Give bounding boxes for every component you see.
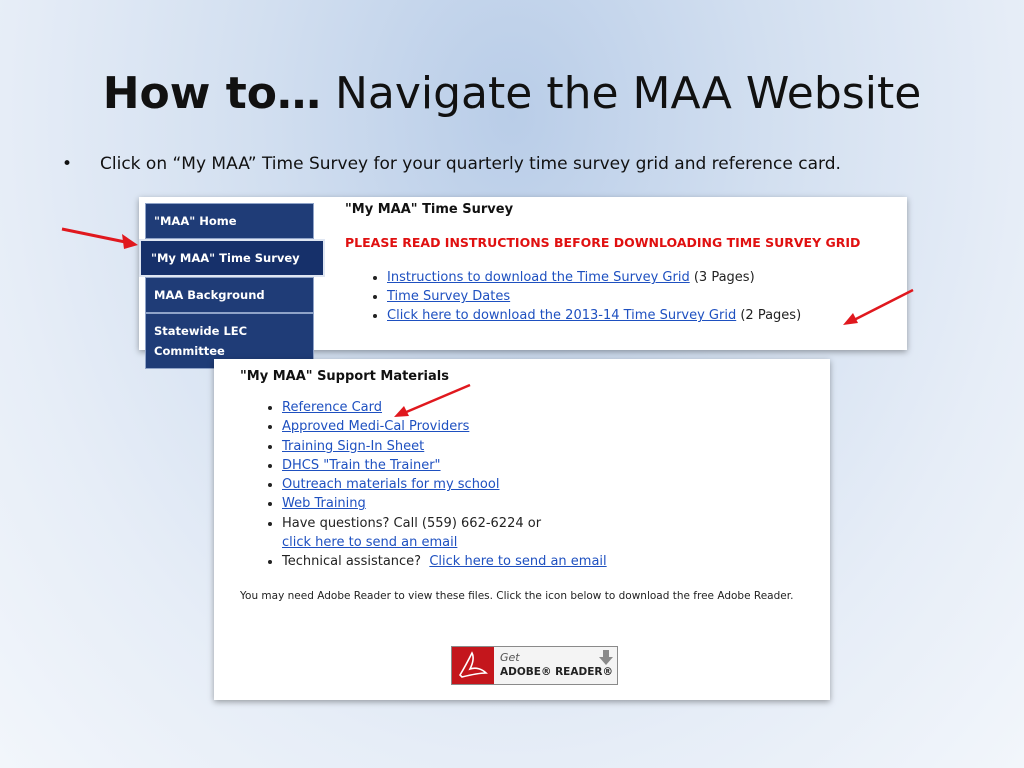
training-sign-in-link[interactable]: Training Sign-In Sheet (282, 438, 425, 454)
web-training-link[interactable]: Web Training (282, 496, 366, 512)
adobe-note: You may need Adobe Reader to view these files. Click the icon below to download the free Adobe Reader. (240, 589, 794, 602)
list-item (282, 475, 830, 494)
list-item (282, 456, 830, 475)
reference-card-link[interactable]: Reference Card (282, 400, 383, 415)
slide-title-bold: How to… (102, 68, 321, 119)
adobe-reader-label: ADOBE® READER® (500, 666, 613, 678)
tech-email-link[interactable]: Click here to send an email (429, 554, 607, 570)
support-links (240, 398, 830, 572)
list-item (282, 417, 830, 436)
link-suffix: (3 Pages) (689, 270, 755, 285)
train-the-trainer-link[interactable]: DHCS "Train the Trainer" (282, 457, 441, 473)
survey-dates-link[interactable]: Time Survey Dates (387, 289, 511, 304)
download-grid-link[interactable]: Click here to download the 2013-14 Time Survey Grid (387, 308, 737, 323)
slide-title-rest: Navigate the MAA Website (320, 68, 922, 119)
nav-item-label-line1: Statewide LEC (154, 324, 248, 338)
adobe-get-label: Get (500, 651, 520, 664)
adobe-pdf-icon (452, 647, 494, 684)
red-arrow-icon (58, 222, 142, 252)
instructions-link[interactable]: Instructions to download the Time Survey Grid (387, 270, 690, 285)
bullet-dot: • (62, 154, 73, 174)
time-survey-title: "My MAA" Time Survey (345, 202, 514, 217)
red-arrow-icon (390, 382, 474, 422)
red-arrow-icon (838, 287, 918, 329)
time-survey-links (345, 268, 905, 325)
list-item (387, 287, 905, 306)
slide-title (0, 68, 1024, 119)
slide-bullet (62, 154, 841, 174)
warning-text: PLEASE READ INSTRUCTIONS BEFORE DOWNLOADING TIME SURVEY GRID (345, 235, 861, 250)
medi-cal-providers-link[interactable]: Approved Medi-Cal Providers (282, 419, 470, 435)
time-survey-content (345, 202, 905, 325)
outreach-materials-link[interactable]: Outreach materials for my school (282, 477, 500, 493)
nav-item-label-line2: Committee (154, 344, 225, 358)
support-materials-panel (214, 359, 830, 700)
nav-item-maa-home[interactable]: "MAA" Home (145, 203, 314, 239)
list-item (282, 552, 830, 571)
sidebar-nav (145, 203, 314, 369)
questions-email-link[interactable]: click here to send an email (282, 535, 458, 551)
list-item (282, 398, 830, 417)
support-content (240, 369, 830, 603)
questions-text: Have questions? Call (559) 662-6224 or (282, 515, 542, 531)
list-item (282, 437, 830, 456)
list-item (387, 306, 905, 325)
nav-item-maa-background[interactable]: MAA Background (145, 277, 314, 313)
support-title: "My MAA" Support Materials (240, 369, 449, 384)
list-item (282, 494, 830, 513)
list-item (387, 268, 905, 287)
nav-item-time-survey[interactable]: "My MAA" Time Survey (139, 239, 325, 277)
download-arrow-icon (599, 650, 613, 666)
tech-text: Technical assistance? (282, 554, 426, 570)
get-adobe-reader-button[interactable] (451, 646, 618, 685)
link-suffix: (2 Pages) (736, 308, 802, 323)
time-survey-panel (139, 197, 907, 358)
list-item (282, 514, 830, 553)
bullet-text: Click on “My MAA” Time Survey for your quarterly time survey grid and reference card. (100, 154, 841, 174)
